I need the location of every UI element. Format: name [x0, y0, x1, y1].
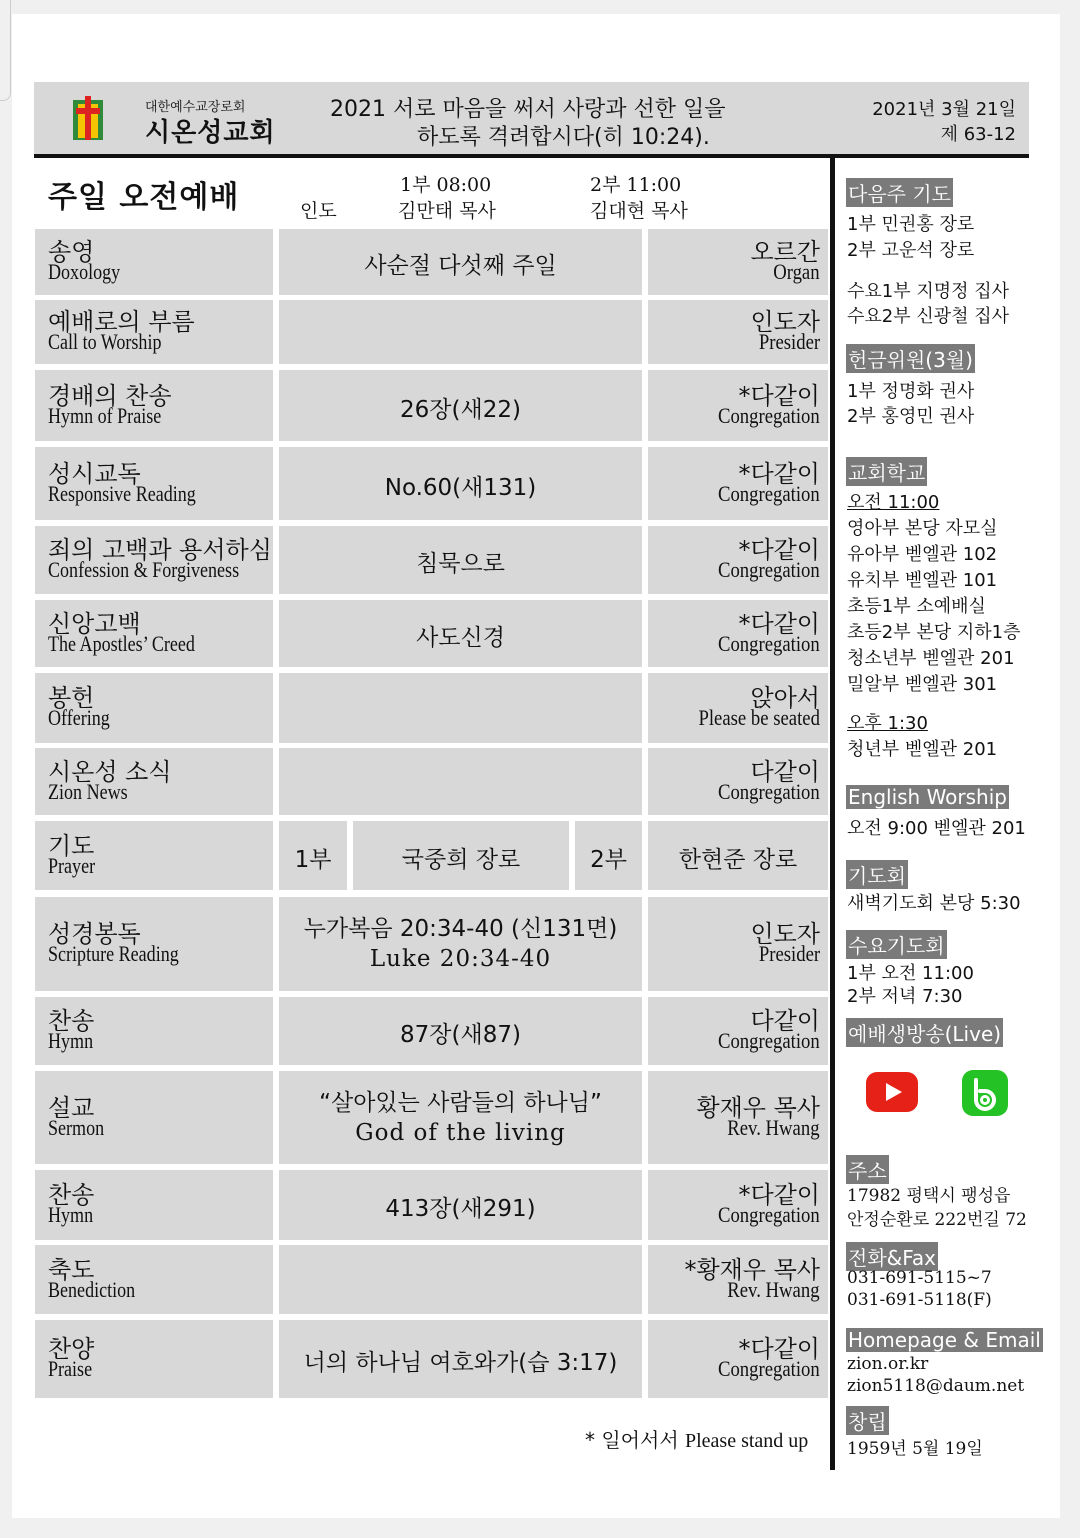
wednesday-2: 2부 저녁 7:30 — [847, 986, 963, 1007]
order-content: 사도신경 — [416, 624, 505, 651]
email-link[interactable]: zion5118@daum.net — [847, 1376, 1025, 1396]
school-afternoon-item: 청년부 벧엘관 201 — [847, 739, 998, 760]
school-item-4: 초등1부 소예배실 — [847, 596, 986, 617]
order-leader-korean: *다같이 — [738, 536, 820, 564]
order-label-english: Hymn of Praise — [48, 402, 162, 428]
prayer-first-label-cell — [279, 821, 347, 890]
order-label-english: Hymn — [48, 1028, 94, 1053]
order-label-korean: 성시교독 — [48, 459, 141, 488]
order-leader-korean: 오르간 — [750, 238, 820, 266]
order-content-cell — [279, 526, 642, 594]
first-service-pastor: 김만태 목사 — [398, 200, 496, 222]
second-service-pastor: 김대현 목사 — [590, 200, 688, 222]
motto-line-1: 2021 서로 마음을 써서 사랑과 선한 일을 — [330, 97, 726, 122]
order-label-korean: 성경봉독 — [48, 920, 141, 948]
school-item-5: 초등2부 본당 지하1층 — [847, 622, 1021, 643]
order-label-cell — [35, 447, 273, 520]
prayer-second-name-cell — [648, 821, 828, 890]
order-label-cell — [35, 1170, 273, 1240]
order-content-cell — [279, 673, 642, 743]
wednesday-heading: 수요기도회 — [846, 930, 947, 959]
order-leader-english: Organ — [773, 259, 820, 284]
order-content-cell — [279, 229, 642, 295]
prayer-meeting-detail: 새벽기도회 본당 5:30 — [847, 893, 1021, 914]
order-leader-cell — [648, 300, 828, 364]
order-label-cell — [35, 997, 273, 1065]
live-stream-heading: 예배생방송(Live) — [846, 1018, 1003, 1047]
order-leader-english: Congregation — [718, 778, 820, 804]
founded-date: 1959년 5월 19일 — [847, 1439, 983, 1459]
order-leader-english: Please be seated — [698, 705, 820, 730]
order-content-cell — [279, 370, 642, 441]
lead-label: 인도 — [300, 200, 337, 222]
order-leader-english: Congregation — [718, 402, 820, 428]
stand-up-english: Please stand up — [685, 1430, 809, 1452]
web-heading: Homepage & Email — [848, 1328, 1041, 1352]
order-leader-english: Congregation — [718, 480, 820, 506]
next-prayer-4: 수요2부 신광철 집사 — [847, 306, 1009, 327]
order-label-korean: 죄의 고백과 용서하심 — [48, 536, 272, 564]
stand-up-mark: * 일어서서 — [585, 1428, 679, 1452]
offering-2: 2부 홍영민 권사 — [847, 406, 975, 427]
order-content-cell — [279, 897, 642, 991]
order-leader-korean: 다같이 — [750, 757, 820, 786]
school-morning-time: 오전 11:00 — [847, 492, 940, 513]
column-divider — [830, 158, 835, 1470]
order-leader-cell — [648, 1245, 828, 1314]
order-leader-korean: *다같이 — [738, 459, 820, 488]
school-afternoon-time: 오후 1:30 — [847, 713, 928, 734]
order-leader-cell — [648, 748, 828, 815]
order-label-korean: 축도 — [48, 1255, 95, 1284]
order-leader-cell — [648, 1170, 828, 1240]
order-content: 누가복음 20:34-40 (신131면) — [303, 916, 618, 942]
school-item-6: 청소년부 벧엘관 201 — [847, 648, 1015, 669]
order-label-cell — [35, 526, 273, 594]
order-content: 26장(새22) — [400, 396, 521, 423]
order-leader-korean: *다같이 — [738, 381, 820, 410]
address-line-2: 안정순환로 222번길 72 — [847, 1210, 1027, 1230]
order-content: No.60(새131) — [384, 474, 537, 501]
order-label-english: Responsive Reading — [48, 480, 196, 506]
order-leader-korean: 인도자 — [750, 920, 820, 948]
english-worship-detail: 오전 9:00 벧엘관 201 — [847, 818, 1026, 839]
order-label-korean: 봉헌 — [48, 684, 95, 712]
order-leader-cell — [648, 1071, 828, 1164]
phone-heading: 전화&Fax — [846, 1242, 938, 1271]
order-leader-english: Congregation — [718, 1356, 820, 1381]
order-leader-korean: *다같이 — [738, 1181, 820, 1209]
order-leader-cell — [648, 673, 828, 743]
order-label-cell — [35, 748, 273, 815]
order-content-cell — [279, 1245, 642, 1314]
order-label-korean: 설교 — [48, 1093, 95, 1122]
prayer-first-label: 1부 — [294, 846, 332, 873]
band-icon[interactable] — [962, 1070, 1008, 1116]
next-prayer-heading: 다음주 기도 — [846, 178, 953, 207]
school-item-7: 밀알부 벧엘관 301 — [847, 674, 998, 695]
order-label-cell — [35, 1245, 273, 1314]
address-line-1: 17982 평택시 팽성읍 — [847, 1186, 1011, 1206]
school-item-3: 유치부 벧엘관 101 — [847, 570, 998, 591]
order-leader-english: Congregation — [718, 1202, 820, 1227]
offering-heading: 헌금위원(3월) — [846, 344, 975, 373]
order-label-english: Offering — [48, 705, 110, 730]
school-heading: 교회학교 — [846, 457, 927, 486]
order-leader-english: Rev. Hwang — [727, 1276, 820, 1302]
issue-number: 제 63-12 — [940, 124, 1016, 145]
order-label-english: Scripture Reading — [48, 941, 179, 966]
order-leader-cell — [648, 229, 828, 295]
order-content-cell — [279, 447, 642, 520]
order-leader-korean: 인도자 — [750, 308, 820, 336]
order-label-english: Doxology — [48, 259, 121, 284]
order-label-korean: 시온성 소식 — [48, 757, 172, 786]
order-content-english: Luke 20:34-40 — [369, 946, 552, 972]
bulletin-date: 2021년 3월 21일 — [872, 99, 1016, 120]
top-strip — [0, 0, 1080, 14]
order-label-korean: 경배의 찬송 — [48, 381, 172, 410]
fax-number: 031-691-5118(F) — [847, 1290, 992, 1310]
school-item-2: 유아부 벧엘관 102 — [847, 544, 998, 565]
page-corner — [0, 0, 11, 101]
next-prayer-3: 수요1부 지명정 집사 — [847, 281, 1009, 302]
order-label-cell — [35, 1071, 273, 1164]
order-label-english: The Apostles’ Creed — [48, 630, 195, 656]
order-content-cell — [279, 748, 642, 815]
order-content-cell — [279, 1320, 642, 1398]
order-label-korean: 예배로의 부름 — [48, 308, 195, 336]
order-label-english: Benediction — [48, 1276, 136, 1302]
order-label-korean: 기도 — [48, 831, 95, 860]
order-content-cell — [279, 600, 642, 667]
order-label-cell — [35, 300, 273, 364]
order-leader-english: Presider — [758, 329, 820, 354]
school-item-1: 영아부 본당 자모실 — [847, 518, 998, 539]
order-label-english: Call to Worship — [48, 329, 162, 354]
order-leader-cell — [648, 447, 828, 520]
phone-number: 031-691-5115~7 — [847, 1268, 992, 1288]
order-content-cell — [279, 300, 642, 364]
order-label-english: Zion News — [48, 778, 128, 804]
order-label-cell — [35, 370, 273, 441]
order-label-korean: 찬송 — [48, 1007, 95, 1035]
order-label-korean: 신앙고백 — [48, 609, 141, 638]
order-leader-korean: 다같이 — [750, 1007, 820, 1035]
service-title: 주일 오전예배 — [48, 180, 240, 215]
next-prayer-2: 2부 고운석 장로 — [847, 240, 975, 261]
motto-line-2: 하도록 격려합시다(히 10:24). — [417, 125, 710, 150]
order-content: 너의 하나님 여호와가(습 3:17) — [303, 1350, 618, 1376]
order-label-korean: 송영 — [48, 238, 95, 266]
order-content: 침묵으로 — [416, 551, 505, 577]
order-label-english: Prayer — [48, 852, 96, 878]
prayer-second-label: 2부 — [590, 846, 627, 873]
address-heading: 주소 — [846, 1155, 889, 1184]
wednesday-1: 1부 오전 11:00 — [847, 963, 974, 984]
order-content-cell — [279, 997, 642, 1065]
order-label-cell — [35, 1320, 273, 1398]
order-content: 87장(새87) — [400, 1022, 521, 1048]
order-leader-cell — [648, 600, 828, 667]
order-leader-cell — [648, 1320, 828, 1398]
english-worship-heading: English Worship — [848, 785, 1007, 809]
order-label-cell — [35, 897, 273, 991]
order-content: “살아있는 사람들의 하나님” — [319, 1089, 602, 1116]
order-label-cell — [35, 673, 273, 743]
order-label-korean: 찬송 — [48, 1181, 95, 1209]
order-label-english: Sermon — [48, 1114, 105, 1140]
order-label-english: Praise — [48, 1356, 93, 1381]
order-label-cell — [35, 600, 273, 667]
order-content-cell — [279, 1170, 642, 1240]
homepage-link[interactable]: zion.or.kr — [847, 1354, 929, 1374]
order-leader-korean: *황재우 목사 — [684, 1255, 820, 1284]
order-leader-cell — [648, 526, 828, 594]
prayer-second-label-cell — [575, 821, 642, 890]
order-leader-english: Congregation — [718, 630, 820, 656]
first-service-time: 1부 08:00 — [400, 174, 492, 196]
order-content-cell — [279, 1071, 642, 1164]
offering-1: 1부 정명화 권사 — [847, 381, 975, 402]
prayer-second-name: 한현준 장로 — [678, 846, 798, 873]
order-label-english: Hymn — [48, 1202, 94, 1227]
order-leader-english: Rev. Hwang — [727, 1114, 820, 1140]
order-leader-korean: *다같이 — [738, 609, 820, 638]
order-leader-korean: *다같이 — [738, 1335, 820, 1363]
order-label-english: Confession & Forgiveness — [48, 557, 240, 582]
church-logo-icon — [70, 94, 106, 142]
order-leader-english: Congregation — [718, 1028, 820, 1053]
order-content-english: God of the living — [355, 1119, 566, 1146]
second-service-time: 2부 11:00 — [590, 174, 682, 196]
church-name: 시온성교회 — [145, 118, 276, 148]
order-label-cell — [35, 821, 273, 890]
stand-up-note — [585, 1424, 808, 1453]
order-content: 413장(새291) — [385, 1196, 536, 1222]
prayer-first-name-cell — [353, 821, 569, 890]
next-prayer-1: 1부 민권홍 장로 — [847, 214, 975, 235]
header-rule — [34, 154, 1029, 158]
order-leader-english: Presider — [758, 941, 820, 966]
order-leader-cell — [648, 370, 828, 441]
denomination: 대한예수교장로회 — [145, 100, 246, 115]
order-leader-korean: 황재우 목사 — [696, 1093, 820, 1122]
order-content: 사순절 다섯째 주일 — [364, 253, 557, 279]
prayer-meeting-heading: 기도회 — [846, 860, 908, 889]
order-leader-cell — [648, 997, 828, 1065]
order-label-korean: 찬양 — [48, 1335, 95, 1363]
founded-heading: 창립 — [846, 1406, 889, 1435]
prayer-first-name: 국중희 장로 — [401, 846, 521, 873]
youtube-icon[interactable] — [866, 1072, 918, 1112]
order-leader-english: Congregation — [718, 557, 820, 582]
order-leader-korean: 앉아서 — [750, 684, 820, 712]
order-label-cell — [35, 229, 273, 295]
order-leader-cell — [648, 897, 828, 991]
